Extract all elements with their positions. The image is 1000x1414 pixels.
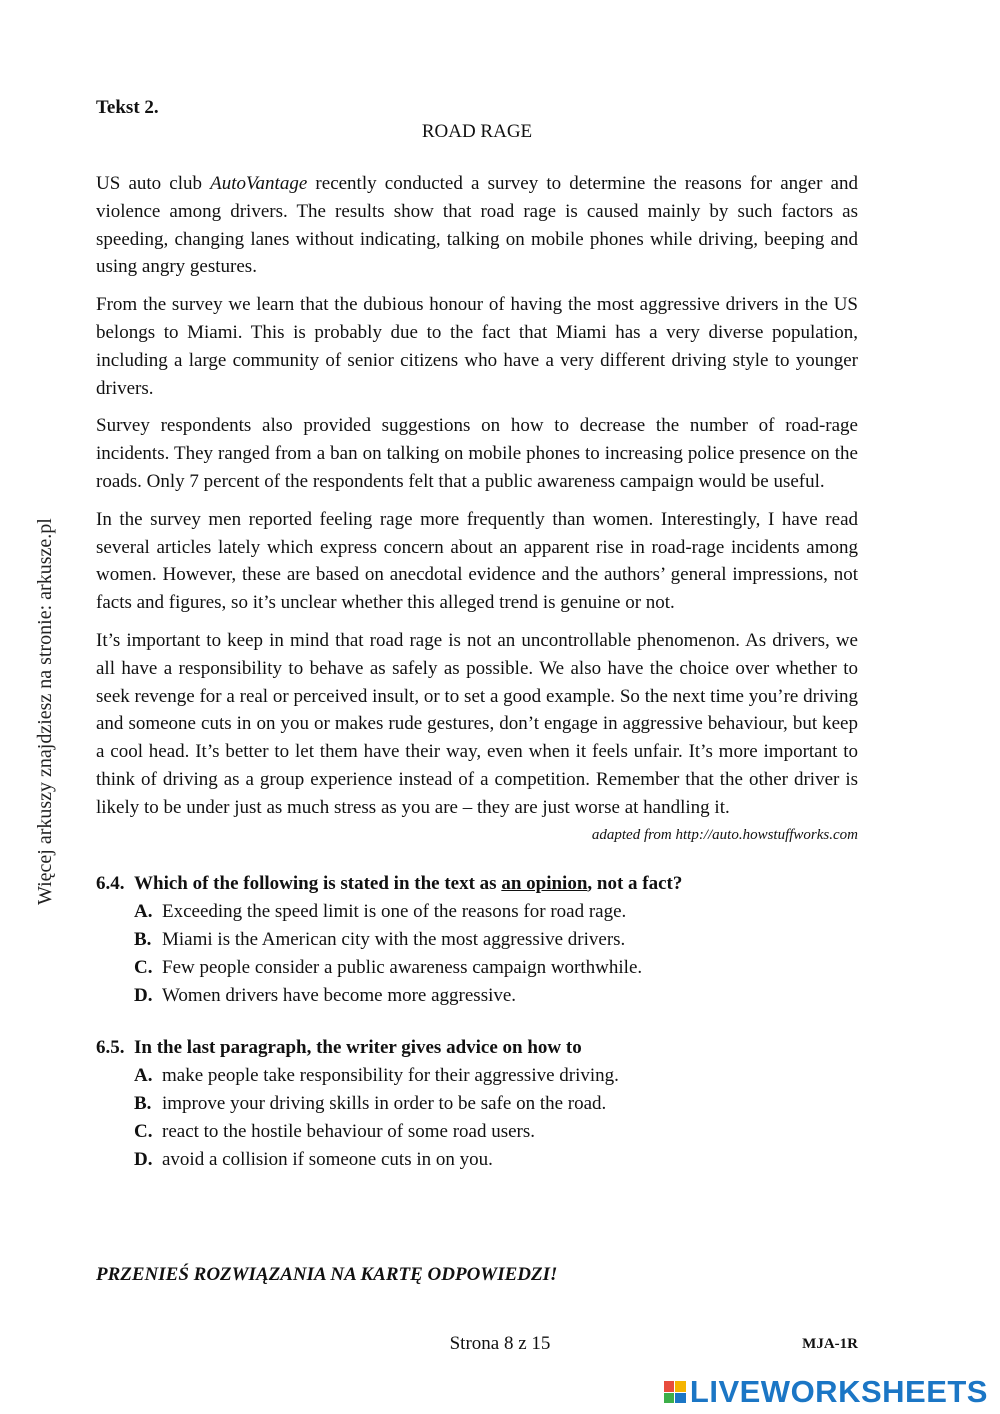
question-text: In the last paragraph, the writer gives advice on how to: [134, 1036, 582, 1058]
option-text: make people take responsibility for their aggressive driving.: [162, 1064, 619, 1086]
paragraph-1: [96, 170, 858, 281]
question-text-after: , not a fact?: [587, 872, 683, 894]
option-text: react to the hostile behaviour of some road users.: [162, 1120, 536, 1142]
document-body: [96, 96, 858, 1198]
option-letter: C.: [134, 956, 153, 978]
question-stem: [96, 870, 858, 898]
option-c[interactable]: [96, 954, 858, 982]
option-letter: C.: [134, 1120, 153, 1142]
option-b[interactable]: [96, 926, 858, 954]
option-b[interactable]: [96, 1090, 858, 1118]
option-text: Miami is the American city with the most aggressive drivers.: [162, 928, 626, 950]
option-text: Few people consider a public awareness campaign worthwhile.: [162, 956, 643, 978]
option-text: Women drivers have become more aggressive.: [162, 984, 517, 1006]
paragraph-1-intro: US auto club: [96, 173, 211, 194]
option-a[interactable]: [96, 898, 858, 926]
paragraph-2: From the survey we learn that the dubious honour of having the most aggressive drivers in the US belongs to Miami. This is probably due to the fact that Miami has a very diverse population, including a large community of senior citizens who have a very different driving style to younger drivers.: [96, 294, 858, 399]
option-letter: B.: [134, 1092, 152, 1114]
option-letter: D.: [134, 984, 153, 1006]
side-watermark-text: Więcej arkuszy znajdziesz na stronie: arkusze.pl: [34, 518, 56, 905]
option-letter: A.: [134, 1064, 153, 1086]
paragraph-3: Survey respondents also provided suggestions on how to decrease the number of road-rage incidents. They ranged from a ban on talking on mobile phones to increasing police presence on the roads. Only 7 percent of the respondents felt that a public awareness campaign would be useful.: [96, 415, 858, 492]
text-title: ROAD RAGE: [421, 121, 533, 142]
question-number: 6.4.: [96, 872, 125, 894]
question-6-5: [96, 1034, 858, 1174]
question-number: 6.5.: [96, 1036, 125, 1058]
option-letter: B.: [134, 928, 152, 950]
question-text-before: Which of the following is stated in the text as: [134, 872, 502, 894]
source-citation: adapted from http://auto.howstuffworks.com: [591, 826, 858, 843]
liveworksheets-logo-icon: [664, 1381, 686, 1403]
section-label: Tekst 2.: [96, 97, 159, 118]
brand-name: LIVEWORKSHEETS: [689, 1374, 988, 1409]
paragraph-5: It’s important to keep in mind that road rage is not an uncontrollable phenomenon. As drivers, we all have a responsibility to behave as safely as possible. We also have the choice over whether to seek revenge for a real or perceived insult, or to set a good example. So the next time you’re driving and someone cuts in on you or makes rude gestures, don’t engage in aggressive behaviour, but keep a cool head. It’s better to let them have their way, even when it feels unfair. It’s more important to think of driving as a group experience instead of a competition. Remember that the other driver is likely to be under just as much stress as you are – they are just worse at handling it.: [96, 629, 858, 818]
paragraph-1-italic: AutoVantage: [210, 173, 308, 194]
question-stem: [96, 1034, 858, 1062]
paragraph-4: In the survey men reported feeling rage more frequently than women. Interestingly, I have read several articles lately which express concern about an apparent rise in road-rage incidents among women. However, these are based on anecdotal evidence and the authors’ general impressions, not facts and figures, so it’s unclear whether this alleged trend is genuine or not.: [96, 508, 858, 614]
transfer-answers-note: PRZENIEŚ ROZWIĄZANIA NA KARTĘ ODPOWIEDZI!: [96, 1264, 558, 1285]
question-text-underlined: an opinion: [501, 872, 588, 894]
option-a[interactable]: [96, 1062, 858, 1090]
paragraph-1-rest: recently conducted a survey to determine the reasons for anger and violence among drivers. The results show that road rage is caused mainly by such factors as speeding, changing lanes without indicating, talking on mobile phones while driving, beeping and using angry gestures.: [96, 173, 858, 278]
option-c[interactable]: [96, 1118, 858, 1146]
option-letter: A.: [134, 900, 153, 922]
exam-code: MJA-1R: [802, 1336, 858, 1352]
option-text: improve your driving skills in order to be safe on the road.: [162, 1092, 607, 1114]
option-letter: D.: [134, 1148, 153, 1170]
option-text: Exceeding the speed limit is one of the reasons for road rage.: [162, 900, 627, 922]
option-d[interactable]: [96, 982, 858, 1010]
option-d[interactable]: [96, 1146, 858, 1174]
question-6-4: [96, 870, 858, 1010]
question-text: [134, 870, 682, 898]
liveworksheets-brand[interactable]: [664, 1374, 988, 1410]
option-text: avoid a collision if someone cuts in on you.: [162, 1148, 493, 1170]
page-number: Strona 8 z 15: [449, 1333, 551, 1354]
